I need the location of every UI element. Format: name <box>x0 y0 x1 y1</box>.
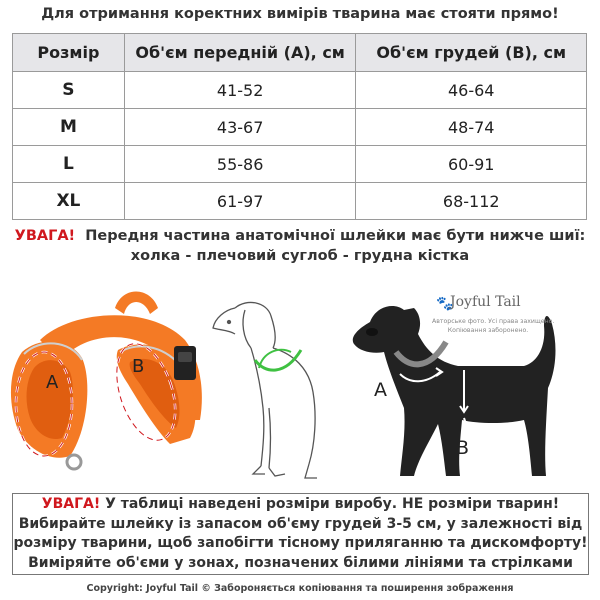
cell-size: XL <box>13 183 125 220</box>
header-size: Розмір <box>13 34 125 72</box>
dog-label-a: A <box>374 379 387 401</box>
table-row <box>13 183 587 220</box>
brand-rights-line: Авторське фото. Усі права захищено. <box>432 318 555 325</box>
warning-sizes-line3: розміру тварини, щоб запобігти тісному приляганню та дискомфорту! <box>13 535 588 551</box>
copyright-notice: Copyright: Joyful Tail © Забороняється копіювання та поширення зображення <box>86 583 514 594</box>
cell-chest: 60-91 <box>356 146 587 183</box>
warning-text: У таблиці наведені розміри виробу. НЕ розміри тварин! <box>105 496 560 512</box>
table-row <box>13 72 587 109</box>
header-front-volume: Об'єм передній (А), см <box>124 34 356 72</box>
table-row <box>13 109 587 146</box>
harness-label-a: A <box>46 372 59 393</box>
cell-size: S <box>13 72 125 109</box>
dog-sketch-outline <box>213 302 317 478</box>
warning-anatomy <box>0 226 600 266</box>
dog-sketch-illustration <box>205 288 335 488</box>
warning-anatomy-line2: холка - плечовий суглоб - грудна кістка <box>130 248 470 264</box>
cell-chest: 48-74 <box>356 109 587 146</box>
dog-label-b: B <box>456 437 470 459</box>
header-chest-volume: Об'єм грудей (В), см <box>356 34 587 72</box>
brand-watermark <box>432 292 555 340</box>
size-table <box>12 33 587 220</box>
cell-front: 55-86 <box>124 146 356 183</box>
cell-chest: 46-64 <box>356 72 587 109</box>
cell-chest: 68-112 <box>356 183 587 220</box>
table-header-row <box>13 34 587 72</box>
warning-sizes-line1 <box>13 495 588 515</box>
cell-size: L <box>13 146 125 183</box>
warning-sizes-line4: Виміряйте об'єми у зонах, позначених білими лініями та стрілками <box>28 554 573 571</box>
harness-label-b: B <box>132 356 145 377</box>
brand-copy-line: Копіювання заборонено. <box>447 327 529 334</box>
table-row <box>13 146 587 183</box>
paw-icon: 🐾 <box>436 296 454 312</box>
top-instruction: Для отримання коректних вимірів тварина має стояти прямо! <box>41 6 559 22</box>
warning-sizes-box <box>12 493 589 575</box>
harness-illustration <box>0 280 215 480</box>
warning-anatomy-line1 <box>0 226 600 246</box>
cell-front: 41-52 <box>124 72 356 109</box>
warning-label: УВАГА! <box>41 496 101 512</box>
dog-nose <box>366 328 378 336</box>
cell-front: 61-97 <box>124 183 356 220</box>
cell-size: M <box>13 109 125 146</box>
warning-sizes-line2: Вибирайте шлейку із запасом об'єму грудей 3-5 см, у залежності від <box>18 515 583 532</box>
cell-front: 43-67 <box>124 109 356 146</box>
brand-title: Joyful Tail <box>450 294 521 310</box>
warning-label: УВАГА! <box>14 228 76 244</box>
warning-text: Передня частина анатомічної шлейки має бути нижче шиї: <box>85 228 586 244</box>
harness-body <box>11 292 202 470</box>
